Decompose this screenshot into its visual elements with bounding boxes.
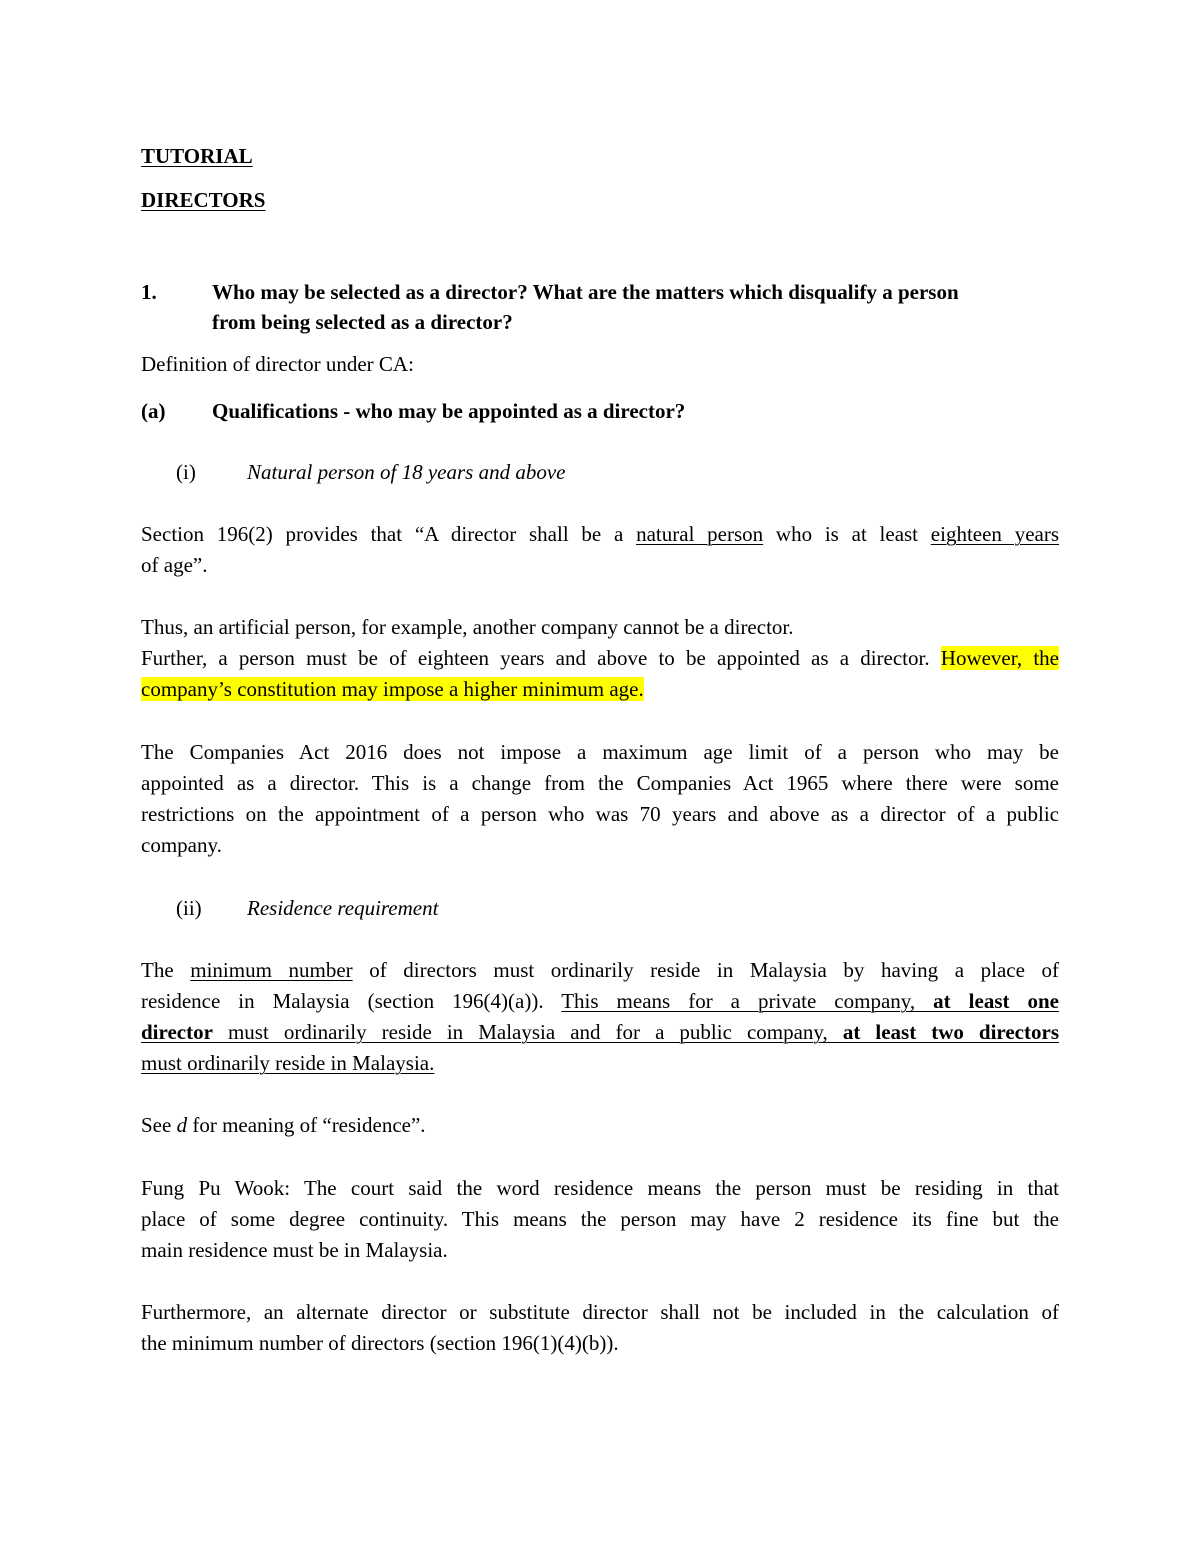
paragraph-max-age-line-4: company. (141, 833, 222, 857)
paragraph-residence-line-3: director must ordinarily reside in Malaysia and for a public company, at least two directors (141, 1020, 1059, 1044)
paragraph-max-age-line-2: appointed as a director. This is a change from the Companies Act 1965 where there were some (141, 771, 1059, 795)
question-1-line-1: Who may be selected as a director? What are the matters which disqualify a person (212, 280, 959, 304)
item-ii-number: (ii) (176, 896, 202, 920)
paragraph-alternate-director-line-2: the minimum number of directors (section 196(1)(4)(b)). (141, 1331, 619, 1355)
paragraph-section-196-2-line-1: Section 196(2) provides that “A director shall be a natural person who is at least eighteen years (141, 522, 1059, 546)
paragraph-residence-line-1: The minimum number of directors must ordinarily reside in Malaysia by having a place of (141, 958, 1059, 982)
question-1-number: 1. (141, 280, 157, 304)
paragraph-max-age-line-1: The Companies Act 2016 does not impose a maximum age limit of a person who may be (141, 740, 1059, 764)
paragraph-section-196-2-line-2: of age”. (141, 553, 208, 577)
paragraph-max-age-line-3: restrictions on the appointment of a person who was 70 years and above as a director of a public (141, 802, 1059, 826)
doc-subtitle: DIRECTORS (141, 188, 266, 212)
item-i-heading: Natural person of 18 years and above (247, 460, 566, 484)
item-i-number: (i) (176, 460, 196, 484)
paragraph-residence-line-4: must ordinarily reside in Malaysia. (141, 1051, 435, 1075)
paragraph-artificial-person: Thus, an artificial person, for example, another company cannot be a director. (141, 615, 794, 639)
paragraph-alternate-director-line-1: Furthermore, an alternate director or substitute director shall not be included in the calculation of (141, 1300, 1059, 1324)
paragraph-further-line-2: company’s constitution may impose a higher minimum age. (141, 677, 644, 701)
paragraph-residence-line-2: residence in Malaysia (section 196(4)(a)). This means for a private company, at least one (141, 989, 1059, 1013)
paragraph-fung-pu-wook-line-2: place of some degree continuity. This means the person may have 2 residence its fine but the (141, 1207, 1059, 1231)
doc-title: TUTORIAL (141, 144, 253, 168)
paragraph-fung-pu-wook-line-3: main residence must be in Malaysia. (141, 1238, 448, 1262)
definition-line: Definition of director under CA: (141, 352, 414, 376)
paragraph-see-d: See d for meaning of “residence”. (141, 1113, 426, 1137)
question-1-line-2: from being selected as a director? (212, 310, 513, 334)
paragraph-further-line-1: Further, a person must be of eighteen years and above to be appointed as a director. However, the (141, 646, 1059, 670)
subsection-a-heading: Qualifications - who may be appointed as a director? (212, 399, 686, 423)
subsection-a-number: (a) (141, 399, 166, 423)
paragraph-fung-pu-wook-line-1: Fung Pu Wook: The court said the word residence means the person must be residing in that (141, 1176, 1059, 1200)
item-ii-heading: Residence requirement (247, 896, 439, 920)
